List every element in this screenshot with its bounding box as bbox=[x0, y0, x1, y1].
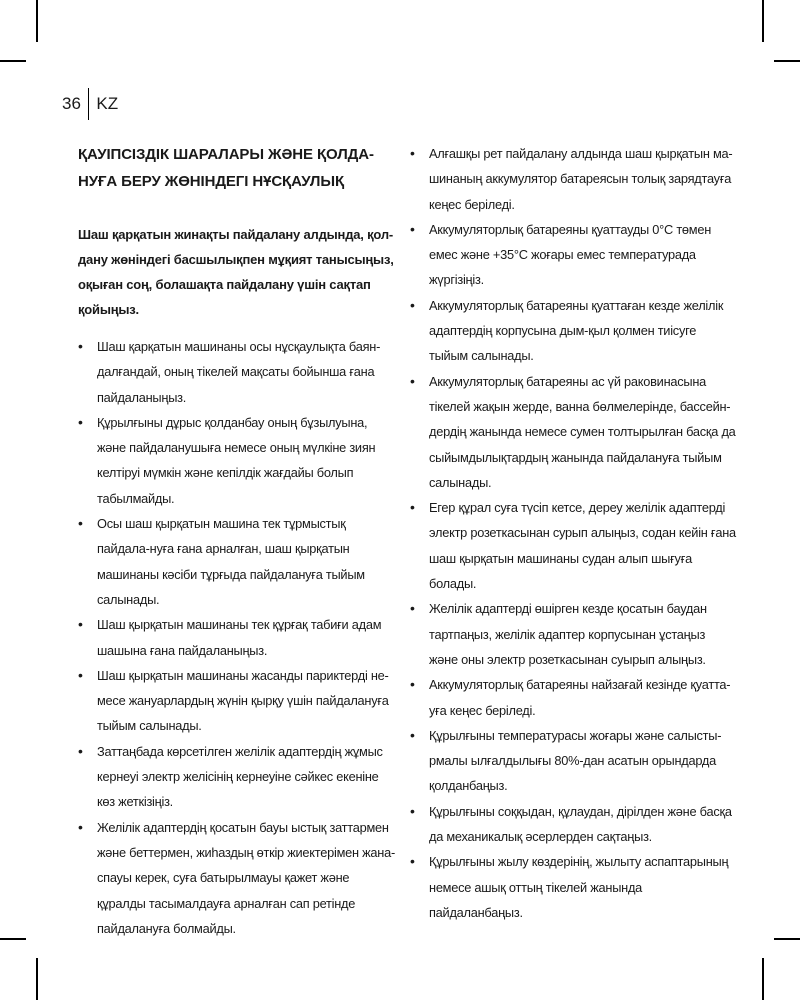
crop-mark bbox=[762, 958, 764, 1000]
crop-mark bbox=[0, 938, 26, 940]
list-item bbox=[78, 663, 398, 739]
page-number: 36 bbox=[62, 94, 81, 113]
list-item-text: Құрылғыны жылу көздерінің, жылыту аспаптарының немесе ашық оттың тікелей жанында пайдаланбаңыз. bbox=[429, 854, 729, 920]
bullet-icon: • bbox=[78, 616, 83, 633]
bullet-icon: • bbox=[410, 853, 415, 870]
list-item-text: Заттаңбада көрсетілген желілік адаптердің жұмыс кернеуі электр желісінің кернеуіне сәйкес екеніне көз жеткізіңіз. bbox=[97, 743, 383, 810]
bullet-icon: • bbox=[78, 413, 83, 430]
list-item-text: Аккумуляторлық батареяны қуаттаған кезде желілік адаптердің корпусына дым-қыл қолмен тиісуге тыйым салынады. bbox=[429, 297, 724, 364]
list-item bbox=[410, 596, 736, 672]
list-item-text: Аккумуляторлық батареяны қуаттауды 0°С төмен емес және +35°С жоғары емес температурада жүргізіңіз. bbox=[429, 221, 712, 288]
list-item bbox=[410, 141, 736, 217]
list-item bbox=[78, 334, 398, 410]
page-header bbox=[62, 86, 118, 122]
list-item bbox=[410, 849, 736, 925]
bullet-icon: • bbox=[78, 515, 83, 532]
right-column bbox=[410, 141, 736, 925]
bullet-icon: • bbox=[410, 145, 415, 161]
list-item-text: Аккумуляторлық батареяны найзағай кезінде қуатта-уға кеңес беріледі. bbox=[429, 677, 731, 718]
list-item bbox=[78, 612, 398, 663]
left-column bbox=[78, 141, 398, 941]
bullet-icon: • bbox=[410, 372, 415, 389]
bullet-icon: • bbox=[410, 499, 415, 516]
bullet-icon: • bbox=[78, 666, 83, 683]
bullet-icon: • bbox=[410, 726, 415, 743]
intro-paragraph: Шаш қарқатын жинақты пайдалану алдында, қол-дану жөніндегі басшылықпен мұқият танысыңыз, оқыған соң, болашақта пайдалану үшін сақтап қойыңыз. bbox=[78, 227, 394, 317]
list-item bbox=[410, 799, 736, 850]
list-item bbox=[78, 511, 398, 612]
list-item-text: Шаш қырқатын машинаны тек құрғақ табиғи адам шашына ғана пайдаланыңыз. bbox=[97, 617, 382, 658]
list-item-text: Осы шаш қырқатын машина тек тұрмыстық пайдала-нуға ғана арналған, шаш қырқатын машинаны кәсіби тұрғыда пайдалануға тыйым салынады. bbox=[97, 516, 365, 607]
list-item bbox=[78, 410, 398, 511]
section-title: ҚАУІПСІЗДІК ШАРАЛАРЫ ЖӘНЕ ҚОЛДА-НУҒА БЕРУ ЖӨНІНДЕГІ НҰСҚАУЛЫҚ bbox=[78, 146, 374, 190]
crop-mark bbox=[762, 0, 764, 42]
list-item-text: Аккумуляторлық батареяны ас үй раковинасына тікелей жақын жерде, ванна бөлмелерінде, бассейн-дердің жанында немесе сумен толтырылған басқа да сыйымдылықтардың жанында пайдалануға тыйым салынады. bbox=[429, 373, 736, 490]
crop-mark bbox=[36, 958, 38, 1000]
list-item-text: Егер құрал суға түсіп кетсе, дереу желілік адаптерді электр розеткасынан сурып алыңыз, содан кейін ғана шаш қырқатын машинаны судан алып шығуға болады. bbox=[429, 500, 736, 592]
list-item bbox=[410, 723, 736, 799]
bullet-icon: • bbox=[78, 338, 83, 354]
list-item-text: Алғашқы рет пайдалану алдында шаш қырқатын ма-шинаның аккумулятор батареясын толық зарядтауға кеңес беріледі. bbox=[429, 146, 733, 212]
bullet-icon: • bbox=[78, 818, 83, 835]
safety-list-right bbox=[410, 141, 736, 925]
list-item-text: Желілік адаптердің қосатын бауы ыстық заттармен және беттермен, жиһаздың өткір жиектерімен жана-спауы керек, суға батырылмауы қажет және құралды тасымалдауға арналған сап ретінде пайдалануға болмайды. bbox=[97, 819, 395, 936]
list-item bbox=[410, 672, 736, 723]
list-item bbox=[78, 815, 398, 941]
list-item bbox=[410, 369, 736, 495]
language-code: KZ bbox=[96, 94, 119, 113]
list-item bbox=[410, 217, 736, 293]
crop-mark bbox=[774, 938, 800, 940]
list-item-text: Шаш қарқатын машинаны осы нұсқаулықта баян-далғандай, оның тікелей мақсаты бойынша ғана пайдаланыңыз. bbox=[97, 339, 381, 405]
list-item-text: Шаш қырқатын машинаны жасанды париктерді не-месе жануарлардың жүнін қырқу үшін пайдалануға тыйым салынады. bbox=[97, 667, 389, 734]
crop-mark bbox=[36, 0, 38, 42]
list-item bbox=[78, 739, 398, 815]
bullet-icon: • bbox=[78, 742, 83, 759]
bullet-icon: • bbox=[410, 296, 415, 313]
bullet-icon: • bbox=[410, 600, 415, 617]
list-item-text: Құрылғыны температурасы жоғары және салысты-рмалы ылғалдылығы 80%-дан асатын орындарда қолданбаңыз. bbox=[429, 727, 722, 794]
safety-list-left bbox=[78, 334, 398, 941]
bullet-icon: • bbox=[410, 676, 415, 693]
list-item bbox=[410, 495, 736, 596]
list-item-text: Желілік адаптерді өшірген кезде қосатын баудан тартпаңыз, желілік адаптер корпусынан ұстаңыз және оны электр розеткасынан суырып алыңыз. bbox=[429, 601, 707, 667]
bullet-icon: • bbox=[410, 802, 415, 819]
list-item-text: Құрылғыны соққыдан, құлаудан, дірілден және басқа да механикалық әсерлерден сақтаңыз. bbox=[429, 803, 732, 845]
crop-mark bbox=[0, 60, 26, 62]
list-item bbox=[410, 293, 736, 369]
list-item-text: Құрылғыны дұрыс қолданбау оның бұзылуына, және пайдаланушыға немесе оның мүлкіне зиян келтіруі мүмкін және кепілдік жағдайы болып табылмайды. bbox=[97, 414, 376, 506]
bullet-icon: • bbox=[410, 220, 415, 237]
crop-mark bbox=[774, 60, 800, 62]
